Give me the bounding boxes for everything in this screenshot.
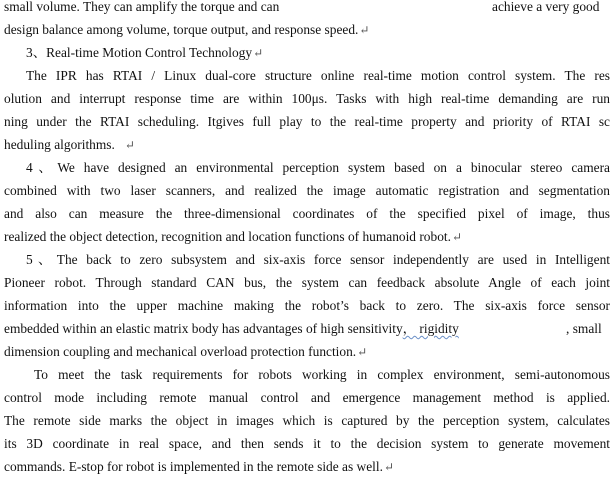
text-segment: heduling algorithms.	[4, 137, 115, 152]
text-segment: dimension coupling and mechanical overload protection function.	[4, 344, 357, 359]
grammar-underline-segment: ， rigidity	[402, 321, 459, 336]
text-segment: achieve a very good	[492, 0, 600, 14]
text-line: olution and interrupt response time are within 100μs. Tasks with high real-time demanding are run	[4, 91, 610, 106]
paragraph-mark-icon: ↵	[253, 46, 264, 60]
text-line: To meet the task requirements for robots working in complex environment, semi-autonomous	[34, 367, 610, 382]
text-segment: embedded within an elastic matrix body has advantages of high sensitivity	[4, 321, 403, 336]
paragraph-mark-icon: ↵	[383, 460, 395, 474]
text-line: ning under the RTAI scheduling. Itgives full play to the real-time property and priority of RTAI sc	[4, 114, 610, 129]
text-line: 4、We have designed an environmental perception system based on a binocular stereo camera	[26, 160, 610, 175]
text-line	[4, 318, 602, 340]
paragraph-mark-icon: ↵	[451, 230, 463, 244]
text-segment: small volume. They can amplify the torque and can	[4, 0, 280, 14]
text-line: Pioneer robot. Through standard CAN bus, the system can feedback absolute Angle of each joint	[4, 275, 610, 290]
text-line	[4, 456, 394, 478]
text-line: its 3D coordinate in real space, and then sends it to the decision system to generate movement	[4, 436, 610, 451]
paragraph-mark-icon: ↵	[359, 23, 370, 37]
text-line: information into the upper machine making the robot’s back to zero. The six-axis force sensor	[4, 298, 610, 313]
heading-text: 3、Real-time Motion Control Technology	[26, 45, 253, 60]
text-segment: commands. E-stop for robot is implemented in the remote side as well.	[4, 459, 383, 474]
text-line: control mode including remote manual control and emergence management method is applied.	[4, 390, 610, 405]
text-line	[4, 226, 462, 248]
paragraph-mark-icon: ↵	[124, 138, 135, 152]
text-line: combined with two laser scanners, and realized the image automatic registration and segmentation	[4, 183, 610, 198]
text-line: The remote side marks the object in images which is captured by the perception system, calculates	[4, 413, 610, 428]
section-heading	[26, 42, 263, 64]
text-line	[4, 341, 367, 363]
text-line	[4, 19, 369, 41]
text-segment: design balance among volume, torque output, and response speed.	[4, 22, 359, 37]
text-segment: , small	[566, 321, 602, 336]
text-line	[4, 0, 600, 18]
text-line: 5、The back to zero subsystem and six-axis force sensor independently are used in Intelligent	[26, 252, 610, 267]
text-line: The IPR has RTAI / Linux dual-core structure online real-time motion control system. The res	[26, 68, 610, 83]
paragraph-mark-icon: ↵	[357, 345, 368, 359]
text-line	[4, 134, 135, 156]
text-line: and also can measure the three-dimensional coordinates of the specified pixel of image, thus	[4, 206, 610, 221]
text-segment: realized the object detection, recognition and location functions of humanoid robot.	[4, 229, 451, 244]
